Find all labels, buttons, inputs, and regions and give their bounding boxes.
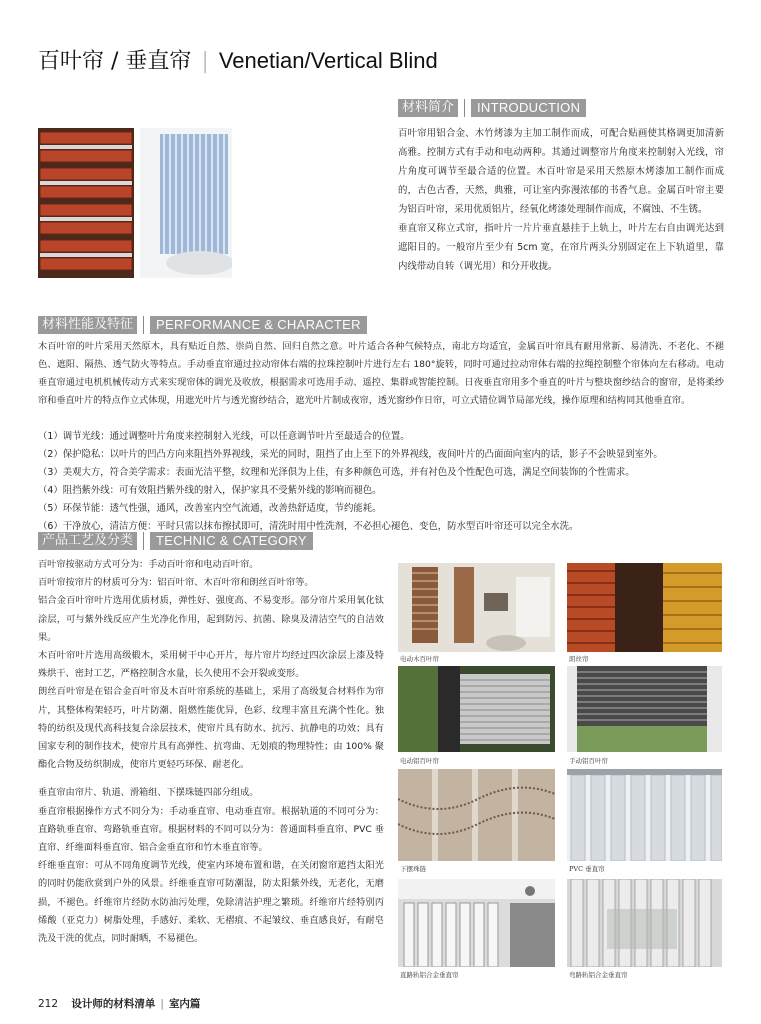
electric-aluminum-blind-photo (398, 666, 555, 752)
caption-manual-aluminum: 手动铝百叶帘 (569, 757, 608, 765)
page-title-en: Venetian/Vertical Blind (218, 48, 438, 73)
technic-paragraph: 纤维垂直帘：可从不同角度调节光线，使室内环境布置和谐，在关闭窗帘遮挡太阳光的同时仍能欣赏到户外的风景。纤维垂直帘可防潮湿，防太阳紫外线，无老化，无磨损，不褪色。纤维帘片经防水防油污处理，免除清洁护理之繁琐。纤维帘片经特别丙烯酸（亚克力）树脂处理，手感好、柔软、无褶痕、不起皱纹、垂直感良好，有耐皂洗及干洗的优点，同时耐晒，不易褪色。 (38, 860, 384, 945)
list-item: （2）保护隐私：以叶片的凹凸方向来阻挡外界视线，采光的同时，阻挡了由上至下的外界视线，夜间叶片的凸面面向室内的话，影子不会映显到室外。 (38, 449, 663, 460)
pvc-vertical-blind-photo (567, 769, 722, 861)
section-title: 室内篇 (168, 998, 201, 1010)
list-item: （5）环保节能：透气性强，通风，改善室内空气流通，改善热舒适度，节约能耗。 (38, 503, 382, 514)
technic-spacer (38, 774, 384, 784)
caption-electric-wood: 电动木百叶帘 (400, 655, 439, 663)
page-footer (38, 996, 200, 1011)
header-divider (143, 532, 144, 550)
technic-paragraph: 百叶帘按驱动方式可分为：手动百叶帘和电动百叶帘。 (38, 559, 259, 570)
list-item: （1）调节光线：通过调整叶片角度来控制射入光线，可以任意调节叶片至最适合的位置。 (38, 431, 410, 442)
curved-track-blind-photo (567, 879, 722, 967)
list-item: （6）干净放心，清洁方便：平时只需以抹布擦拭即可，清洗时用中性洗剂，不必担心褪色、变色，防水型百叶帘还可以完全水洗。 (38, 521, 579, 532)
performance-header-cn: 材料性能及特征 (38, 316, 137, 334)
electric-wood-blind-photo (398, 563, 555, 652)
list-item: （4）阻挡紫外线：可有效阻挡紫外线的射入，保护家具不受紫外线的影响而褪色。 (38, 485, 382, 496)
technic-text (38, 556, 384, 948)
wood-blind-photo (38, 128, 134, 278)
manual-aluminum-blind-photo (567, 666, 722, 752)
vertical-blind-photo (140, 128, 232, 278)
performance-text (38, 338, 724, 410)
list-item: （3）美观大方，符合美学需求：表面光洁平整，纹理和光泽俱为上佳，有多种颜色可选，并有衬色及个性配色可选，满足空间装饰的个性需求。 (38, 467, 635, 478)
header-divider (464, 99, 465, 117)
technic-header-cn: 产品工艺及分类 (38, 532, 137, 550)
caption-straight-track: 直路轨铝合金垂直帘 (400, 971, 459, 979)
intro-paragraph: 百叶帘用铝合金、木竹烤漆为主加工制作而成，可配合贴画使其格调更加清新高雅。控制方式有手动和电动两种。其通过调整帘片角度来控制射入光线，帘片角度可调节至最合适的位置。木百叶帘是采用天然原木烤漆加工制作而成的，古色古香，天然，典雅，可让室内弥漫浓郁的书香气息。金属百叶帘主要为铝百叶帘，采用优质铝片，经氧化烤漆处理制作而成，不腐蚀、不生锈。 (398, 128, 724, 215)
header-divider (143, 316, 144, 334)
page-title (38, 44, 438, 75)
caption-curved-track: 弯路轨铝合金垂直帘 (569, 971, 628, 979)
intro-header (398, 99, 586, 117)
performance-list (38, 428, 728, 536)
footer-divider: | (160, 998, 164, 1010)
caption-pvc-vertical: PVC 垂直帘 (569, 865, 605, 873)
technic-header (38, 532, 313, 550)
technic-paragraph: 铝合金百叶帘叶片选用优质材质，弹性好、强度高、不易变形。部分帘片采用氧化钛涂层，可与紫外线反应产生光净化作用，起到防污、抗菌、除臭及清洁空气的自洁效果。 (38, 595, 384, 643)
performance-header (38, 316, 367, 334)
caption-electric-aluminum: 电动铝百叶帘 (400, 757, 439, 765)
straight-track-blind-photo (398, 879, 555, 967)
performance-header-en: PERFORMANCE & CHARACTER (150, 316, 367, 334)
technic-paragraph: 垂直帘根据操作方式不同分为：手动垂直帘、电动垂直帘。根据轨道的不同可分为：直路轨垂直帘、弯路轨垂直帘。根据材料的不同可以分为：普通面料垂直帘、PVC 垂直帘、纤维面料垂直帘、铝合金垂直帘和竹木垂直帘等。 (38, 805, 384, 854)
intro-text (398, 124, 724, 276)
langsi-blind-photo (567, 563, 722, 652)
technic-header-en: TECHNIC & CATEGORY (150, 532, 313, 550)
bead-chain-photo (398, 769, 555, 861)
caption-bead-chain: 下摆珠链 (400, 865, 426, 873)
technic-paragraph: 木百叶帘叶片选用高级椴木，采用树干中心开片，每片帘片均经过四次涂层上漆及特殊烘干、密封工艺，严格控制含水量，长久使用不会开裂或变形。 (38, 650, 384, 680)
book-title: 设计师的材料清单 (71, 998, 156, 1010)
intro-paragraph: 垂直帘又称立式帘，指叶片一片片垂直悬挂于上轨上，叶片左右自由调光达到遮阳目的。一般帘片至少有 5cm 宽，在帘片两头分别固定在上下轨道里，靠内线带动自转（调光用）和分开收拢。 (398, 223, 724, 272)
intro-header-cn: 材料简介 (398, 99, 458, 117)
title-divider: | (201, 49, 209, 74)
caption-langsi: 朗丝帘 (569, 655, 589, 663)
technic-paragraph: 朗丝百叶帘是在铝合金百叶帘及木百叶帘系统的基础上，采用了高级复合材料作为帘片，其整体构架轻巧，叶片防潮、阻燃性能优异，色彩、纹理丰富且充满个性化。独特的纺织及现代高科技复合涂层技术，使帘片具有防水、抗污、抗静电的功效；具有国家专利的制作技术，使帘片具有高弹性、抗弯曲、无划痕的物理特性；由 100% 聚酯化合物及纺织制成，使帘片更轻巧环保、耐老化。 (38, 686, 384, 771)
technic-paragraph: 百叶帘按帘片的材质可分为：铝百叶帘、木百叶帘和朗丝百叶帘等。 (38, 577, 314, 589)
intro-header-en: INTRODUCTION (471, 99, 586, 117)
performance-paragraph: 木百叶帘的叶片采用天然原木，具有贴近自然、崇尚自然、回归自然之意。叶片适合各种气候特点，南北方均适宜，金属百叶帘具有耐用常新、易清洗、不老化、不褪色、遮阳、隔热、透气防火等特点。手动垂直帘通过拉动帘体右端的拉珠控制叶片进行左右 180°旋转，同时可通过拉动帘体右端的拉绳控制整个帘体向左右移动。电动垂直帘通过电机机械传动方式来实现帘体的调光及收放，根据需求可选用手动、遥控、集群或智能控制。日夜垂直帘用多个垂直的叶片与整块窗纱结合的窗帘，是将柔纱帘和垂直叶片的特点作立式体现，用遮光叶片与透光窗纱结合，遮光叶片制成夜帘，透光窗纱作日帘，可立式错位调节局部光线，操作原理和结构同其他垂直帘。 (38, 341, 724, 406)
page-title-cn: 百叶帘 / 垂直帘 (38, 49, 192, 74)
page-number: 212 (38, 998, 59, 1010)
technic-paragraph: 垂直帘由帘片、轨道、滑箱组、下摆珠链四部分组成。 (38, 787, 259, 799)
